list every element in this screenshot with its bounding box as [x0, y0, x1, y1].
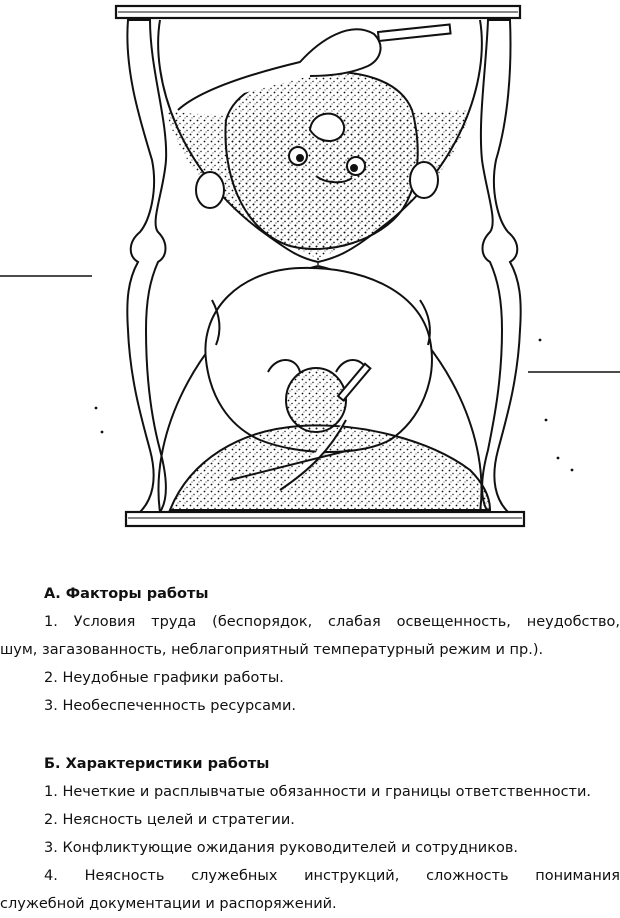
lower-man-figure: [170, 268, 490, 510]
section-b-title: Б. Характеристики работы: [44, 756, 270, 772]
section-b-item-3: 3. Конфликтующие ожидания руководителей и сотрудников.: [44, 840, 518, 856]
hourglass-top-frame: [116, 6, 520, 18]
section-a-title: А. Факторы работы: [44, 586, 209, 602]
section-b-item-4-line-1: 4. Неясность служебных инструкций, сложность понимания: [44, 868, 620, 884]
right-pillar: [481, 20, 521, 512]
section-b-item-1: 1. Нечеткие и расплывчатые обязанности и границы ответственности.: [44, 784, 592, 800]
section-b: [0, 750, 620, 918]
section-a-item-1-line-1: 1. Условия труда (беспорядок, слабая освещенность, неудобство,: [44, 614, 620, 630]
section-a-item-1-line-2: шум, загазованность, неблагоприятный температурный режим и пр.).: [0, 642, 544, 658]
left-pillar: [127, 20, 166, 512]
section-a-item-3: 3. Необеспеченность ресурсами.: [44, 698, 296, 714]
section-b-item-4-line-2: служебной документации и распоряжений.: [0, 896, 337, 912]
section-b-item-2: 2. Неясность целей и стратегии.: [44, 812, 295, 828]
section-a-item-2: 2. Неудобные графики работы.: [44, 670, 284, 686]
section-a: [0, 580, 620, 720]
hourglass-bottom-frame: [126, 512, 524, 526]
